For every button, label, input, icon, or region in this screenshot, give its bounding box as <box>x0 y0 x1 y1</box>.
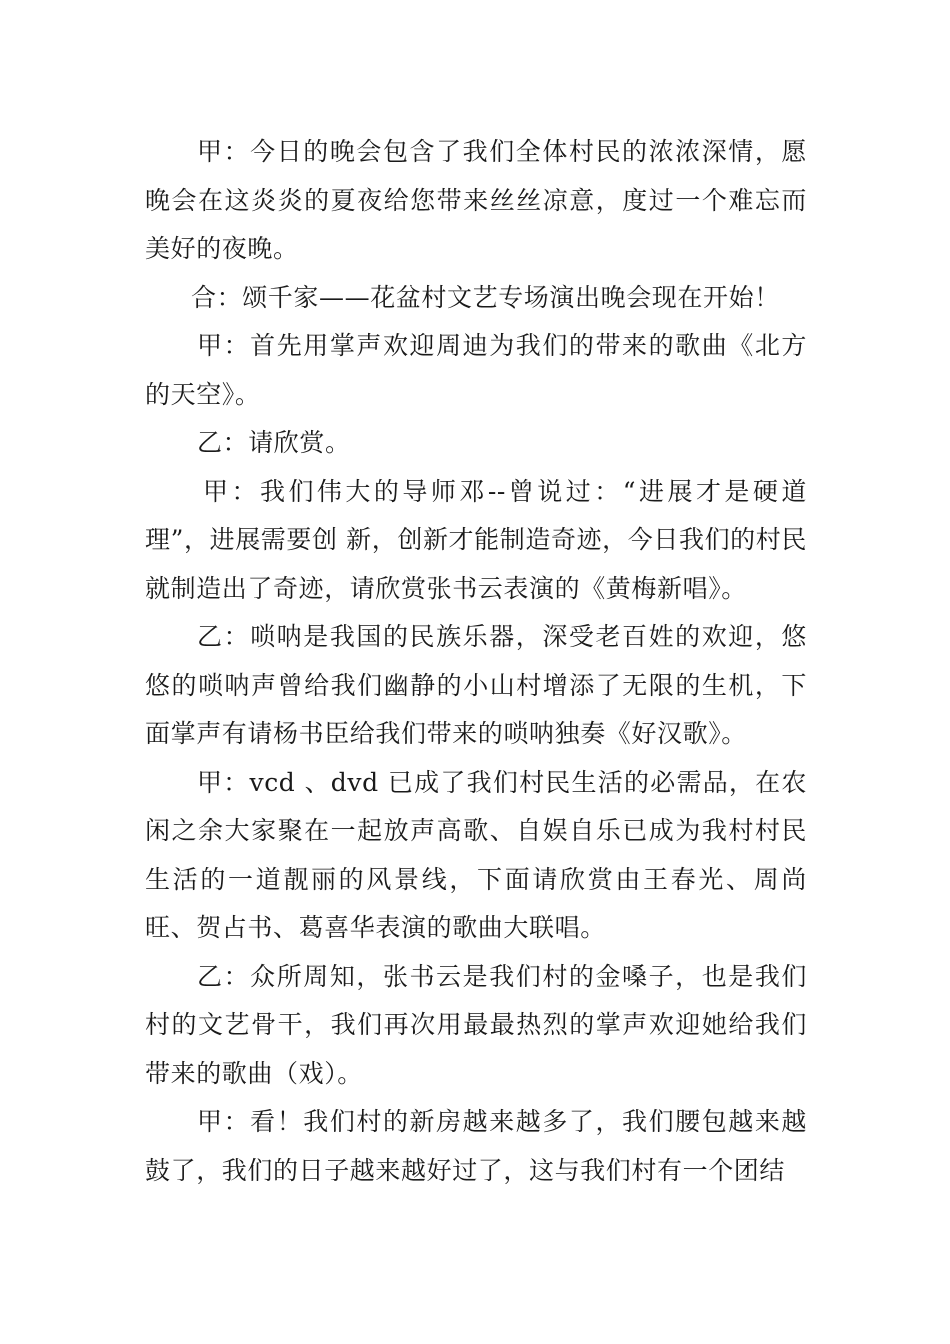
paragraph-4: 乙：请欣赏。 <box>197 428 351 457</box>
paragraph-9: 甲：看！我们村的新房越来越多了，我们腰包越来越鼓了，我们的日子越来越好过了，这与我们村有一个团结 <box>145 1107 807 1185</box>
paragraph-6: 乙：唢呐是我国的民族乐器，深受老百姓的欢迎，悠悠的唢呐声曾给我们幽静的小山村增添了无限的生机，下面掌声有请杨书臣给我们带来的唢呐独奏《好汉歌》。 <box>145 622 807 748</box>
paragraph-8: 乙：众所周知，张书云是我们村的金嗓子，也是我们村的文艺骨干，我们再次用最最热烈的掌声欢迎她给我们带来的歌曲（戏）。 <box>145 961 807 1088</box>
paragraph-7: 甲：vcd 、dvd 已成了我们村民生活的必需品，在农闲之余大家聚在一起放声高歌、自娱自乐已成为我村村民生活的一道靓丽的风景线，下面请欣赏由王春光、周尚旺、贺占书、葛喜华表演的歌曲大联唱。 <box>145 767 807 942</box>
document-body <box>145 128 807 1195</box>
paragraph-2: 合：颂千家——花盆村文艺专场演出晚会现在开始！ <box>191 282 780 312</box>
paragraph-3: 甲：首先用掌声欢迎周迪为我们的带来的歌曲《北方的天空》。 <box>145 331 807 409</box>
paragraph-1: 甲：今日的晚会包含了我们全体村民的浓浓深情，愿晚会在这炎炎的夏夜给您带来丝丝凉意，度过一个难忘而美好的夜晚。 <box>145 137 807 263</box>
paragraph-5: 甲：我们伟大的导师邓--曾说过：“进展才是硬道理”，进展需要创 新，创新才能制造奇迹，今日我们的村民就制造出了奇迹，请欣赏张书云表演的《黄梅新唱》。 <box>145 476 807 603</box>
